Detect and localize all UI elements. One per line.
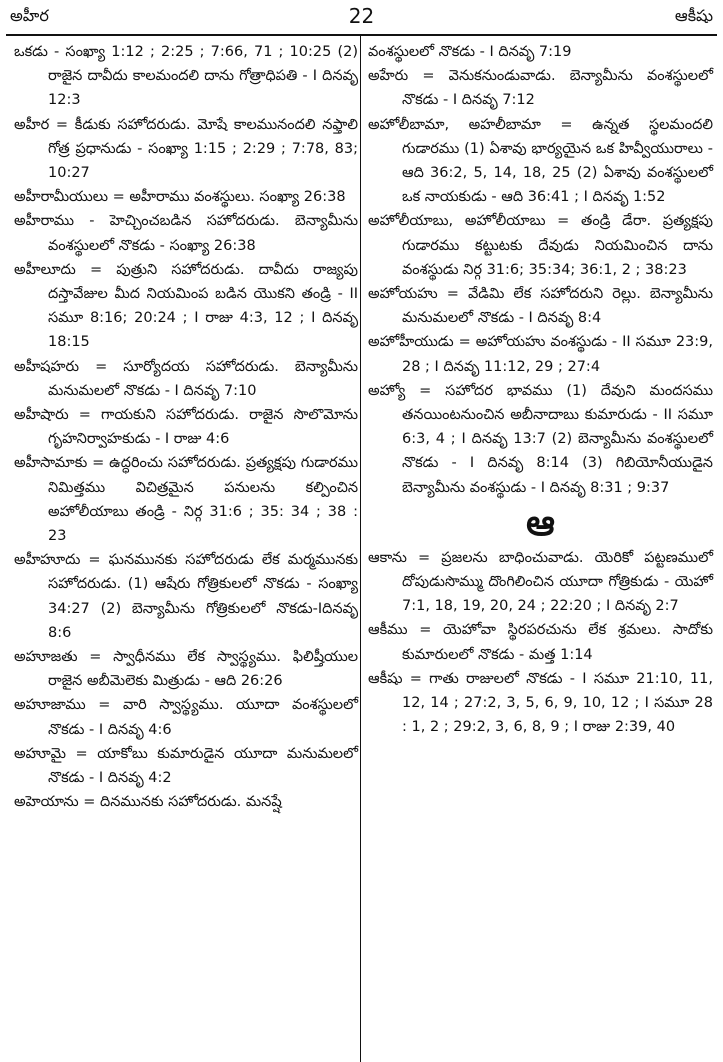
- left-column: [14, 40, 358, 1062]
- header-rule: [6, 34, 717, 36]
- entry-ahyo: అహ్యో = సహోదర భావము (1) దేవుని మందసము తనయింటనుంచిన అబీనాదాబు కుమారుడు - II సమూ 6:3, 4 ; I దినవృ 13:7 (2) బెన్యామీను వంశస్థులలో నొకడు - I దినవృ 8:14 (3) గిబియోనీయుడైన బెన్యామీను వంశస్థుడు - I దినవృ 8:31 ; 9:37: [368, 382, 713, 496]
- section-letter-heading: ఆ: [526, 501, 555, 544]
- entry-ahujamu: అహూజాము = వారి స్వాస్థ్యము. యూదా వంశస్థులలో నొకడు - I దినవృ 4:6: [14, 697, 358, 738]
- entry-ahishaharu: అహీషహరు = సూర్యోదయ సహోదరుడు. బెన్యామీను మనుమలలో నొకడు - I దినవృ 7:10: [14, 358, 358, 399]
- entry-continuation: ఒకడు - సంఖ్యా 1:12 ; 2:25 ; 7:66, 71 ; 10:25 (2) రాజైన దావీదు కాలమందలి దాను గోత్రాధిపతి - I దినవృ 12:3: [14, 44, 358, 109]
- entry-ahiramu: అహీరాము - హెచ్చించబడిన సహోదరుడు. బెన్యామీను వంశస్థులలో నొకడు - సంఖ్యా 26:38: [14, 213, 358, 254]
- entry-ahihudu: అహీహూదు = ఘనమునకు సహోదరుడు లేక మర్మమునకు సహోదరుడు. (1) ఆషేరు గోత్రికులలో నొకడు - సంఖ్యా 34:27 (2) బెన్యామీను గోత్రికులలో నొకడు-Iదినవృ 8:6: [14, 552, 358, 641]
- entry-akimu: ఆకీము = యెహోవా స్థిరపరచును లేక శ్రమలు. సాదోకు కుమారులలో నొకడు - మత్త 1:14: [368, 622, 713, 663]
- entry-ahisamaku: అహీసామాకు = ఉద్ధరించు సహోదరుడు. ప్రత్యక్షపు గుడారము నిమిత్తము విచిత్రమైన పనులను కల్పించిన అహోలీయాబు తండ్రి - నిర్గ 31:6 ; 35: 34 ; 38 : 23: [14, 455, 358, 545]
- entry-akishu: ఆకీషు = గాతు రాజులలో నొకడు - I సమూ 21:10, 11, 12, 14 ; 27:2, 3, 5, 6, 9, 10, 12 ; I సమూ 28 : 1, 2 ; 29:2, 3, 6, 8, 9 ; I రాజు 2:39, 40: [368, 670, 713, 736]
- entry-aholibama: అహోలీబామా, అహలీబామా = ఉన్నత స్థలమందలి గుడారము (1) ఏశావు భార్యయైన ఒక హివ్వీయురాలు - ఆది 36:2, 5, 14, 18, 25 (2) ఏశావు వంశస్థులలో ఒక నాయకుడు - ఆది 36:41 ; I దినవృ 1:52: [368, 116, 713, 206]
- entry-ahiramiyulu: అహీరామీయులు = అహీరాము వంశస్థులు. సంఖ్యా 26:38: [14, 189, 346, 206]
- entry-continuation: వంశస్థులలో నొకడు - I దినవృ 7:19: [368, 44, 572, 60]
- header-last-word: ఆకీషు: [674, 6, 713, 25]
- column-divider: [360, 36, 361, 1062]
- entry-ahohiyudu: అహోహీయుడు = అహోయహు వంశస్థుడు - II సమూ 23:9, 28 ; I దినవృ 11:12, 29 ; 27:4: [368, 334, 713, 375]
- entry-ahoyahu: అహోయహు = వేడిమి లేక సహోదరుని రెల్లు. బెన్యామీను మనుమలలో నొకడు - I దినవృ 8:4: [368, 286, 713, 327]
- entry-aholiyabu: అహోలీయాబు, అహోలీయాబు = తండ్రి డేరా. ప్రత్యక్షపు గుడారము కట్టుటకు దేవుడు నియమించిన దాను వంశస్థుడు నిర్గ 31:6; 35:34; 36:1, 2 ; 38:23: [368, 213, 713, 278]
- page-number: 22: [348, 4, 375, 28]
- entry-ahujatu: అహూజతు = స్వాధీనము లేక స్వాస్థ్యము. ఫిలిష్తీయుల రాజైన అబీమెలెకు మిత్రుడు - ఆది 26:26: [14, 649, 358, 690]
- entry-akanu: ఆకాను = ప్రజలను బాధించువాడు. యెరికో పట్టణములో దోపుడుసొమ్ము దొంగిలించిన యూదా గోత్రికుడు - యెహో 7:1, 18, 19, 20, 24 ; 22:20 ; I దినవృ 2:7: [368, 549, 713, 615]
- entry-ahumai: అహూమై = యాకోబు కుమారుడైన యూదా మనుమలలో నొకడు - I దినవృ 4:2: [14, 745, 358, 787]
- entry-ahisharu: అహీషారు = గాయకుని సహోదరుడు. రాజైన సొలొమోను గృహనిర్వాహకుడు - I రాజు 4:6: [14, 407, 358, 448]
- entry-ahira: అహీర = కీడుకు సహోదరుడు. మోషే కాలమునందలి నఫ్తాలి గోత్ర ప్రధానుడు - సంఖ్యా 1:15 ; 2:29 ; 7:78, 83; 10:27: [14, 116, 358, 182]
- entry-aheru: అహేరు = వెనుకనుండువాడు. బెన్యామీను వంశస్థులలో నొకడు - I దినవృ 7:12: [368, 68, 713, 109]
- entry-aheyanu: అహెయాను = దినమునకు సహోదరుడు. మనష్షే: [14, 794, 282, 811]
- right-column: [368, 40, 713, 1062]
- entry-ahiludu: అహీలూదు = పుత్రుని సహోదరుడు. దావీదు రాజ్యపు దస్తావేజుల మీద నియమింప బడిన యొకని తండ్రి - II సమూ 8:16; 20:24 ; I రాజు 4:3, 12 ; I దినవృ 18:15: [14, 261, 358, 351]
- header-first-word: అహీర: [10, 6, 49, 25]
